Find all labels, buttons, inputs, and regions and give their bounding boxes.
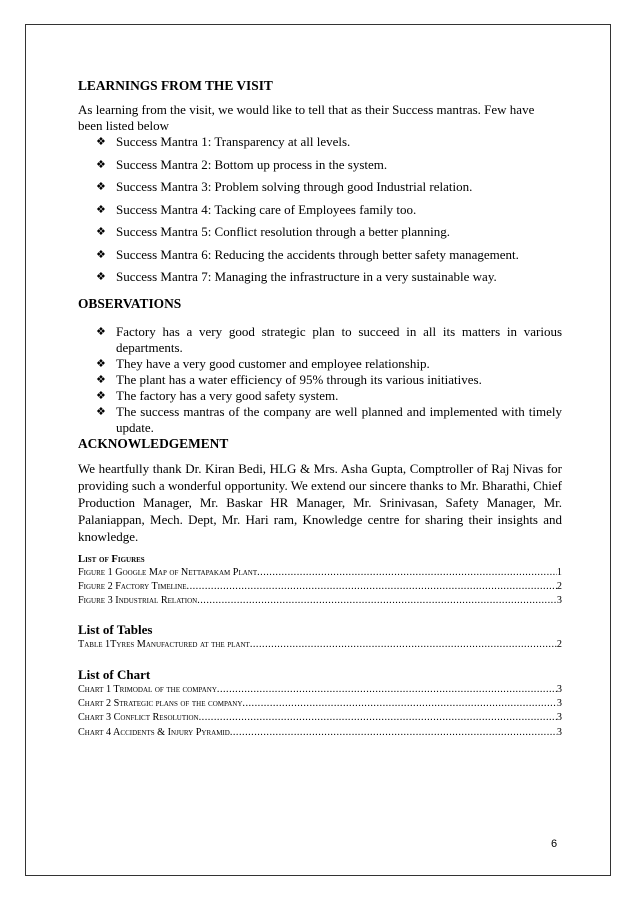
list-item: ❖ Success Mantra 3: Problem solving through good Industrial relation. — [96, 179, 473, 194]
mantras-list — [78, 134, 562, 285]
list-of-figures-title: List of Figures — [78, 553, 145, 565]
page-number: 6 — [551, 838, 558, 850]
diamond-bullet-icon: ❖ — [96, 136, 106, 148]
acknowledgement-heading: ACKNOWLEDGEMENT — [78, 435, 229, 451]
toc-entry-table-1[interactable]: Table 1Tyres Manufactured at the plant ..... 2 — [78, 638, 562, 652]
toc-entry-chart-2[interactable]: Chart 2 Strategic plans of the company ..... 3 — [78, 697, 562, 711]
list-item: ❖ Success Mantra 1: Transparency at all levels. — [96, 134, 351, 149]
list-item: ❖ Success Mantra 6: Reducing the accidents through better safety management. — [96, 246, 519, 262]
list-item: ❖ The factory has a very good safety system. — [96, 387, 339, 403]
list-item: ❖ Factory has a very good strategic plan to succeed in all its matters in various departments. — [96, 323, 562, 355]
diamond-bullet-icon: ❖ — [96, 357, 106, 370]
observations-list — [78, 324, 562, 436]
list-item: ❖ Success Mantra 5: Conflict resolution through a better planning. — [96, 224, 450, 239]
observations-heading: OBSERVATIONS — [78, 295, 182, 311]
acknowledgement-text: We heartfully thank Dr. Kiran Bedi, HLG & Mrs. Asha Gupta, Comptroller of Raj Nivas for providing such a wonderful opportunity. We extend our sincere thanks to Mr. Bharathi, Chief Production Manager, Mr. Baskar HR Manager, Mr. Srinivasan, Safety Manager, Mr. Palaniappan, Mech. Dept, Mr. Hari ram, Knowledge centre for sharing their insights and knowledge. — [78, 460, 562, 544]
diamond-bullet-icon: ❖ — [96, 226, 106, 238]
page-content — [78, 78, 562, 740]
list-item: ❖ The plant has a water efficiency of 95% through its various initiatives. — [96, 371, 482, 387]
toc-entry-chart-3[interactable]: Chart 3 Conflict Resolution ..... 3 — [78, 711, 562, 725]
list-item: ❖ They have a very good customer and employee relationship. — [96, 355, 430, 371]
diamond-bullet-icon: ❖ — [96, 203, 106, 216]
list-of-tables-title: List of Tables — [78, 622, 153, 638]
toc-entry-chart-1[interactable]: Chart 1 Trimodal of the company ..... 3 — [78, 683, 562, 697]
diamond-bullet-icon: ❖ — [96, 389, 106, 402]
toc-entry-figure-1[interactable]: Figure 1 Google Map of Nettapakam Plant ..... 1 — [78, 566, 562, 580]
diamond-bullet-icon: ❖ — [96, 325, 106, 338]
learnings-heading: LEARNINGS FROM THE VISIT — [78, 78, 273, 93]
learnings-intro: As learning from the visit, we would like to tell that as their Success mantras. Few have been listed below — [78, 102, 535, 133]
diamond-bullet-icon: ❖ — [96, 373, 106, 386]
list-of-chart-title: List of Chart — [78, 666, 151, 682]
diamond-bullet-icon: ❖ — [96, 181, 106, 193]
toc-entry-chart-4[interactable]: Chart 4 Accidents & Injury Pyramid ..... 3 — [78, 726, 562, 740]
list-item: ❖ The success mantras of the company are well planned and implemented with timely update. — [96, 403, 562, 435]
list-item: ❖ Success Mantra 4: Tacking care of Employees family too. — [96, 201, 417, 217]
diamond-bullet-icon: ❖ — [96, 248, 106, 261]
toc-entry-figure-3[interactable]: Figure 3 Industrial Relation ..... 3 — [78, 594, 562, 608]
list-item: ❖ Success Mantra 2: Bottom up process in the system. — [96, 156, 388, 172]
diamond-bullet-icon: ❖ — [96, 158, 106, 171]
diamond-bullet-icon: ❖ — [96, 271, 106, 283]
toc-entry-figure-2[interactable]: Figure 2 Factory Timeline ..... 2 — [78, 580, 562, 594]
diamond-bullet-icon: ❖ — [96, 405, 106, 418]
list-item: ❖ Success Mantra 7: Managing the infrastructure in a very sustainable way. — [96, 269, 497, 284]
